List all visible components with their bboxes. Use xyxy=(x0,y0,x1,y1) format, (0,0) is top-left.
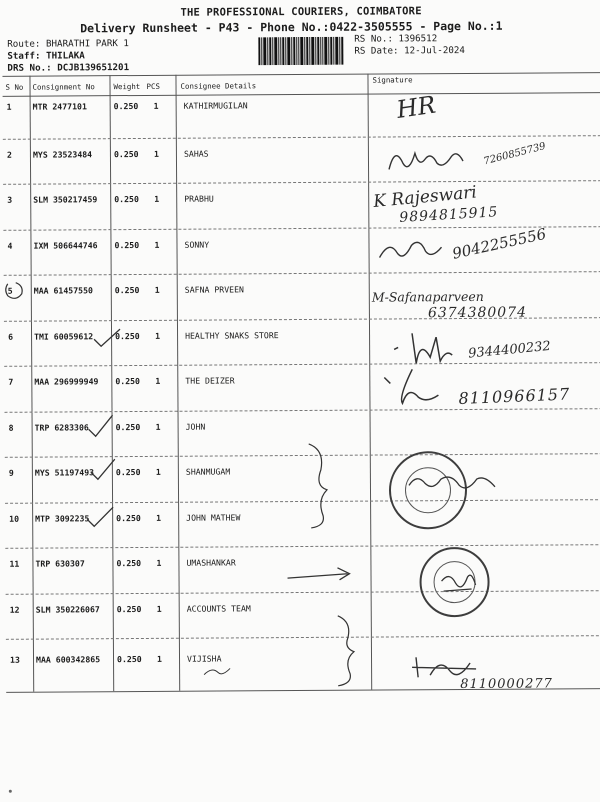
row-divider xyxy=(3,180,600,185)
signature-scribble-row-2 xyxy=(385,139,465,179)
row-weight: 0.250 xyxy=(114,239,140,251)
row-consignee: KATHIRMUGILAN xyxy=(183,100,248,111)
row-consignment-no: TRP 6283306 xyxy=(34,422,89,433)
row-pcs: 1 xyxy=(155,421,161,432)
col-divider xyxy=(109,75,114,691)
row-consignment-no: MAA 296999949 xyxy=(34,376,99,387)
signature-phone-row-6: 9344400232 xyxy=(467,338,552,362)
col-header-sno: S No xyxy=(5,82,24,92)
row-pcs: 1 xyxy=(156,603,162,614)
row-consignee: UMASHANKAR xyxy=(186,557,236,568)
signature-scribble-row-9 xyxy=(405,467,505,498)
row-consignment-no: IXM 506644746 xyxy=(33,240,98,251)
signature-scribble-row-11 xyxy=(437,567,477,599)
circled-number-mark xyxy=(4,280,26,300)
row-consignee: PRABHU xyxy=(184,193,214,204)
route-label: Route: BHARATHI PARK 1 xyxy=(7,38,129,50)
row-sno: 5 xyxy=(7,285,13,296)
signature-phone-row-3: 9894815915 xyxy=(398,204,499,226)
row-divider xyxy=(6,635,600,640)
row-sno: 4 xyxy=(7,240,13,251)
col-header-pcs: PCS xyxy=(146,81,160,91)
page-speck xyxy=(9,790,12,793)
signature-phone-row-13: 8110000277 xyxy=(460,676,553,693)
row-consignment-no: TRP 630307 xyxy=(35,558,85,569)
row-weight: 0.250 xyxy=(113,100,139,112)
signature-row-1: HR xyxy=(394,90,438,124)
row-pcs: 1 xyxy=(154,239,160,250)
row-consignment-no: MTP 3092235 xyxy=(35,513,90,524)
signature-phone-row-2: 7260855739 xyxy=(482,140,547,168)
row-consignment-no: MAA 61457550 xyxy=(33,285,93,296)
rs-date: RS Date: 12-Jul-2024 xyxy=(354,44,465,57)
arrow-icon xyxy=(285,566,355,586)
runsheet-page xyxy=(2,0,600,802)
row-weight: 0.250 xyxy=(115,330,140,342)
row-consignee: SAFNA PRVEEN xyxy=(184,284,244,295)
row-weight: 0.250 xyxy=(114,284,140,296)
row-divider xyxy=(5,499,600,504)
row-consignment-no: SLM 350226067 xyxy=(35,604,100,615)
company-title: THE PROFESSIONAL COURIERS, COIMBATORE xyxy=(180,5,422,19)
barcode-image xyxy=(258,37,344,66)
row-sno: 2 xyxy=(6,149,12,160)
row-pcs: 1 xyxy=(154,284,160,295)
row-weight: 0.250 xyxy=(115,466,141,478)
bracket-mark xyxy=(305,440,336,530)
row-consignee: SONNY xyxy=(184,239,210,250)
row-pcs: 1 xyxy=(156,512,162,523)
signature-name-row-5: M-Safanaparveen xyxy=(371,288,484,305)
row-sno: 7 xyxy=(8,376,14,387)
row-divider xyxy=(4,362,600,367)
row-weight: 0.250 xyxy=(116,653,142,665)
row-divider xyxy=(4,271,600,276)
staff-label: Staff: THILAKA xyxy=(7,50,85,62)
row-consignee: SAHAS xyxy=(183,148,209,159)
checkmark-icon xyxy=(92,327,122,349)
bracket-mark xyxy=(334,612,364,688)
row-consignee: SHANMUGAM xyxy=(185,466,231,477)
row-pcs: 1 xyxy=(154,193,160,204)
row-sno: 1 xyxy=(6,101,12,112)
row-divider xyxy=(5,544,600,549)
signature-phone-row-7: 8110966157 xyxy=(458,384,571,408)
row-weight: 0.250 xyxy=(114,193,139,205)
signature-scribble-row-4 xyxy=(375,233,445,265)
row-sno: 9 xyxy=(8,467,14,478)
pen-mark xyxy=(202,664,232,678)
row-sno: 11 xyxy=(9,558,20,569)
row-consignment-no: SLM 350217459 xyxy=(33,194,98,205)
row-sno: 10 xyxy=(9,513,20,524)
row-consignee: VIJISHA xyxy=(186,653,222,664)
table-header-rule xyxy=(3,92,600,97)
col-header-consignment: Consignment No xyxy=(32,82,95,92)
row-divider xyxy=(3,135,600,140)
runsheet-subtitle: Delivery Runsheet - P43 - Phone No.:0422-3505555 - Page No.:1 xyxy=(80,18,503,36)
checkmark-icon xyxy=(89,457,117,483)
row-sno: 6 xyxy=(8,331,14,342)
row-divider xyxy=(6,590,600,595)
row-weight: 0.250 xyxy=(116,603,142,615)
signature-phone-row-4: 9042255556 xyxy=(450,224,548,263)
col-header-signature: Signature xyxy=(372,75,413,85)
row-sno: 12 xyxy=(9,604,20,615)
row-weight: 0.250 xyxy=(115,375,141,387)
col-divider xyxy=(175,75,180,691)
row-pcs: 1 xyxy=(153,148,159,159)
row-divider xyxy=(3,226,600,231)
row-sno: 13 xyxy=(9,654,20,665)
row-weight: 0.250 xyxy=(115,421,141,433)
rs-number: RS No.: 1396512 xyxy=(354,33,438,45)
row-weight: 0.250 xyxy=(116,557,142,569)
row-consignee: HEALTHY SNAKS STORE xyxy=(185,330,279,341)
row-weight: 0.250 xyxy=(113,148,139,160)
row-pcs: 1 xyxy=(153,100,159,111)
row-consignee: ACCOUNTS TEAM xyxy=(186,603,251,614)
row-weight: 0.250 xyxy=(116,512,141,524)
row-consignee: THE DEIZER xyxy=(185,375,235,386)
checkmark-icon xyxy=(85,505,115,529)
checkmark-icon xyxy=(87,413,115,439)
row-consignment-no: MYS 23523484 xyxy=(32,149,93,160)
row-sno: 8 xyxy=(8,422,14,433)
row-pcs: 1 xyxy=(155,375,161,386)
col-header-consignee: Consignee Details xyxy=(180,81,257,91)
row-consignee: JOHN MATHEW xyxy=(186,512,241,523)
row-pcs: 1 xyxy=(155,330,161,341)
row-consignment-no: MYS 51197493 xyxy=(34,467,95,478)
row-pcs: 1 xyxy=(155,466,161,477)
col-header-weight: Weight xyxy=(113,81,141,92)
row-pcs: 1 xyxy=(156,557,162,568)
row-pcs: 1 xyxy=(156,653,162,664)
signature-name-row-3: K Rajeswari xyxy=(372,182,478,213)
row-consignment-no: MAA 600342865 xyxy=(35,654,101,665)
row-consignee: JOHN xyxy=(185,421,206,432)
drs-number: DRS No.: DCJB139651201 xyxy=(7,62,130,74)
row-consignment-no: MTR 2477101 xyxy=(32,101,87,112)
signature-scribble-row-7 xyxy=(378,367,448,409)
row-sno: 3 xyxy=(7,194,13,205)
col-divider xyxy=(367,74,372,690)
signature-scribble-row-6 xyxy=(390,329,470,367)
row-divider xyxy=(5,408,600,413)
signature-phone-row-5: 6374380074 xyxy=(427,304,528,322)
row-consignment-no: TMI 60059612 xyxy=(34,331,94,342)
